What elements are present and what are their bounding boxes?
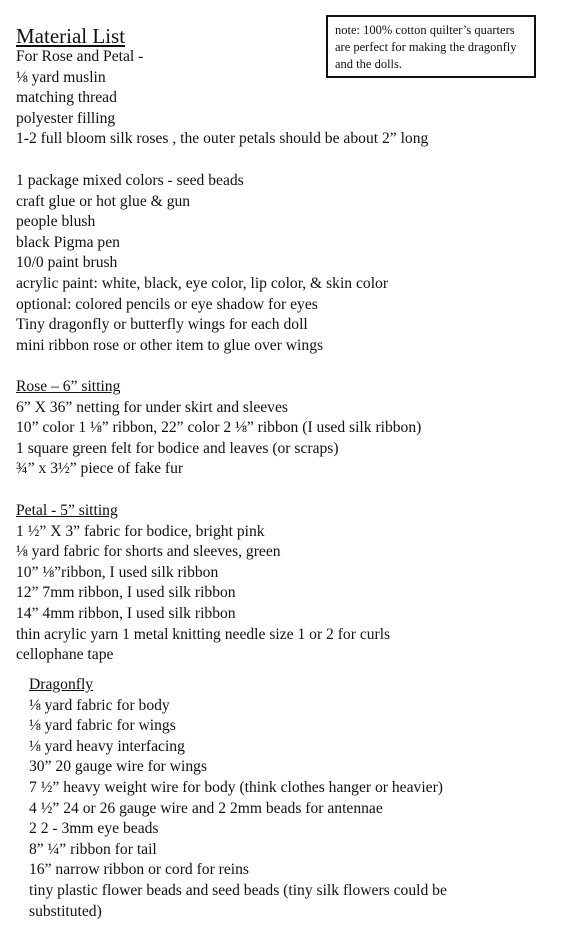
list-item: craft glue or hot glue & gun (16, 192, 191, 210)
list-item: 10/0 paint brush (16, 254, 118, 272)
list-item: 12” 7mm ribbon, I used silk ribbon (16, 584, 236, 602)
list-item: 10” ⅛”ribbon, I used silk ribbon (16, 563, 219, 581)
list-item: 16” narrow ribbon or cord for reins (29, 861, 249, 879)
list-item: black Pigma pen (16, 233, 120, 251)
list-item: 8” ¼” ribbon for tail (29, 840, 157, 858)
list-item: ¾” x 3½” piece of fake fur (16, 460, 184, 478)
list-item: 7 ½” heavy weight wire for body (think clothes hanger or heavier) (29, 778, 443, 796)
list-item: ⅛ yard fabric for body (29, 696, 170, 714)
list-item: 1 square green felt for bodice and leaves (or scraps) (16, 439, 339, 457)
list-item: polyester filling (16, 109, 116, 127)
list-item: mini ribbon rose or other item to glue over wings (16, 336, 324, 354)
list-item: 2 2 - 3mm eye beads (29, 820, 159, 838)
note-box: note: 100% cotton quilter’s quarters are perfect for making the dragonfly and the dolls. (326, 15, 536, 78)
list-item: optional: colored pencils or eye shadow for eyes (16, 295, 318, 313)
list-item: people blush (16, 213, 96, 231)
list-item: tiny plastic flower beads and seed beads (tiny silk flowers could be (29, 881, 447, 899)
section-dragonfly (29, 675, 447, 922)
page-title: Material List (16, 24, 126, 48)
list-item: ⅛ yard heavy interfacing (29, 737, 185, 755)
list-item: ⅛ yard muslin (16, 68, 106, 86)
list-item: 6” X 36” netting for under skirt and sleeves (16, 398, 288, 416)
list-item: 14” 4mm ribbon, I used silk ribbon (16, 604, 236, 622)
list-item: 30” 20 gauge wire for wings (29, 758, 207, 776)
list-item: acrylic paint: white, black, eye color, lip color, & skin color (16, 274, 389, 292)
list-item: 4 ½” 24 or 26 gauge wire and 2 2mm beads for antennae (29, 799, 383, 817)
list-item: cellophane tape (16, 646, 114, 664)
list-item: matching thread (16, 89, 117, 107)
section-heading: Dragonfly (29, 676, 94, 693)
list-item: 10” color 1 ⅛” ribbon, 22” color 2 ⅛” ribbon (I used silk ribbon) (16, 419, 422, 437)
section-petal (16, 501, 390, 666)
list-item: 1-2 full bloom silk roses , the outer petals should be about 2” long (16, 130, 429, 148)
list-item: ⅛ yard fabric for shorts and sleeves, green (16, 543, 281, 561)
list-item: substituted) (29, 902, 102, 920)
list-item: Tiny dragonfly or butterfly wings for each doll (16, 316, 308, 334)
list-item: For Rose and Petal - (16, 48, 144, 65)
list-item: 1 ½” X 3” fabric for bodice, bright pink (16, 522, 265, 540)
list-item: 1 package mixed colors - seed beads (16, 172, 244, 189)
section-rose (16, 377, 421, 480)
list-item: ⅛ yard fabric for wings (29, 717, 176, 735)
section-heading: Petal - 5” sitting (16, 502, 118, 519)
section-heading: Rose – 6” sitting (16, 378, 121, 395)
list-item: thin acrylic yarn 1 metal knitting needle size 1 or 2 for curls (16, 625, 391, 643)
section-general-supplies (16, 171, 388, 356)
section-rose-and-petal (16, 47, 428, 150)
